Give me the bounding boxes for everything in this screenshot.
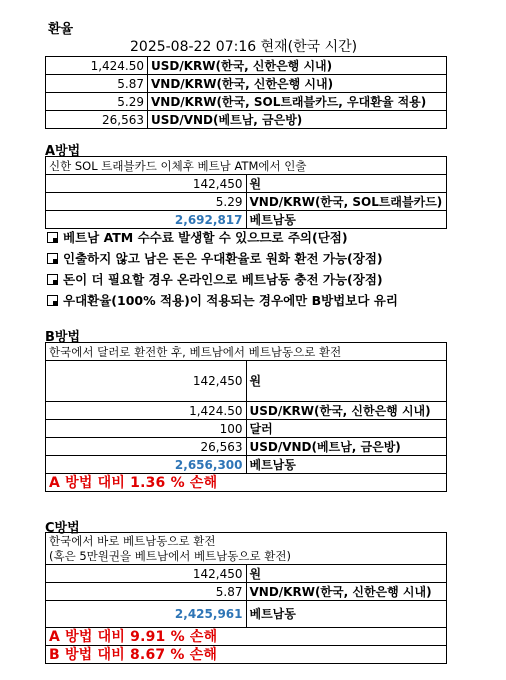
method-c-desc-2: (혹은 5만원권을 베트남에서 베트남동으로 환전)	[49, 548, 291, 563]
method-c-title: C방법	[45, 521, 80, 536]
table-row: 2,656,300 베트남동	[46, 456, 447, 474]
method-c-table	[45, 532, 447, 664]
method-a-table	[45, 156, 447, 229]
table-row	[46, 628, 447, 646]
method-b-comparison: A 방법 대비 1.36 % 손해	[46, 474, 447, 492]
note-icon	[47, 232, 58, 243]
table-row: 1,424.50 USD/KRW(한국, 신한은행 시내)	[46, 402, 447, 420]
table-row: 100 달러	[46, 420, 447, 438]
table-row: 한국에서 달러로 환전한 후, 베트남에서 베트남동으로 환전	[46, 343, 447, 361]
exchange-title: 환율	[48, 22, 74, 37]
table-row: 5.87 VND/KRW(한국, 신한은행 시내)	[46, 75, 447, 93]
method-c-comparison-b: B 방법 대비 8.67 % 손해	[46, 646, 447, 664]
table-row: 2,692,817 베트남동	[46, 211, 447, 229]
method-a-title: A방법	[45, 144, 81, 159]
note-a-3: 돈이 더 필요할 경우 온라인으로 베트남동 충전 가능(장점)	[47, 270, 383, 288]
table-row: 신한 SOL 트래블카드 이체후 베트남 ATM에서 인출	[46, 157, 447, 175]
table-row: 26,563 USD/VND(베트남, 금은방)	[46, 438, 447, 456]
method-b-title: B방법	[45, 330, 81, 345]
note-a-2: 인출하지 않고 남은 돈은 우대환율로 원화 환전 가능(장점)	[47, 249, 383, 267]
method-c-desc-1: 한국에서 바로 베트남동으로 환전	[49, 533, 216, 548]
table-row: 142,450 원	[46, 361, 447, 402]
table-row	[46, 533, 447, 565]
table-row: 5.87 VND/KRW(한국, 신한은행 시내)	[46, 583, 447, 601]
table-row: 5.29 VND/KRW(한국, SOL트래블카드, 우대환율 적용)	[46, 93, 447, 111]
table-row: 26,563 USD/VND(베트남, 금은방)	[46, 111, 447, 129]
table-row	[46, 646, 447, 664]
method-b-table	[45, 342, 447, 492]
note-a-1: 베트남 ATM 수수료 발생할 수 있으므로 주의(단점)	[47, 228, 348, 246]
note-a-4: 우대환율(100% 적용)이 적용되는 경우에만 B방법보다 유리	[47, 291, 398, 309]
note-icon	[47, 253, 58, 264]
table-row	[46, 474, 447, 492]
exchange-timestamp: 2025-08-22 07:16 현재(한국 시간)	[130, 39, 358, 55]
method-c-comparison-a: A 방법 대비 9.91 % 손해	[46, 628, 447, 646]
table-row: 1,424.50 USD/KRW(한국, 신한은행 시내)	[46, 57, 447, 75]
exchange-table	[45, 56, 447, 129]
table-row: 2,425,961 베트남동	[46, 601, 447, 628]
table-row: 5.29 VND/KRW(한국, SOL트래블카드)	[46, 193, 447, 211]
table-row: 142,450 원	[46, 175, 447, 193]
note-icon	[47, 295, 58, 306]
note-icon	[47, 274, 58, 285]
table-row: 142,450 원	[46, 565, 447, 583]
